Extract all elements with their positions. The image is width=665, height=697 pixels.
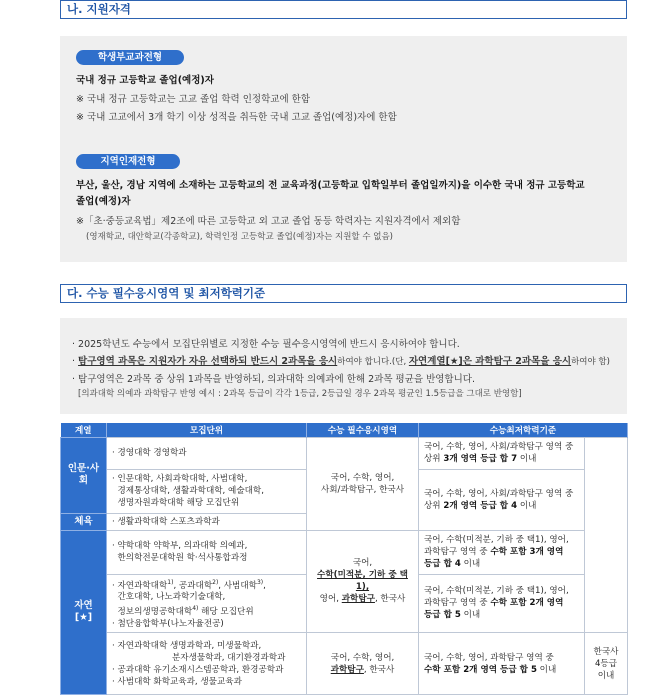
category-science: 자연 [★] [61,530,107,695]
header-category: 계열 [61,423,107,437]
unit-pe: · 생활과학대학 스포츠과학과 [107,513,307,530]
student-track-note-2: ※ 국내 고교에서 3개 학기 이상 성적을 취득한 국내 고교 졸업(예정)자에 한함 [76,112,397,123]
csat-line-4: [의과대학 의예과 과학탐구 반영 예시 : 2과목 등급이 각각 1등급, 2등급일 경우 2과목 평균인 1.5등급을 그대로 반영함] [78,389,522,399]
korean-history-requirement: 한국사 4등급 이내 [585,633,628,695]
track-badge-student-record: 학생부교과전형 [76,50,184,65]
regional-track-heading-1: 부산, 울산, 경남 지역에 소재하는 고등학교의 전 교육과정(고등학교 입학일부터 졸업일까지)을 이수한 국내 정규 고등학교 [76,180,585,191]
minimum-biology: 국어, 수학, 영어, 과학탐구 영역 중 수학 포함 2개 영역 등급 합 5 이내 [419,633,585,695]
regional-track-note-2: (영재학교, 대안학교(각종학교), 학력인정 고등학교 졸업(예정)자는 지원할 수 없음) [86,232,393,242]
csat-line-1: · 2025학년도 수능에서 모집단위별로 지정한 수능 필수응시영역에 반드시 응시하여야 합니다. [72,339,460,350]
unit-science: · 자연과학대학$^{1)}$, 공과대학$^{2)}$, 사범대학$^{3)}$, 간호대학, 나노과학기술대학, 정보의생명공학대학$^{4)}$ 해당 모집단위 · 첨단융합학부(나노자율전공) [107,574,307,633]
header-required-area: 수능 필수응시영역 [307,423,419,437]
header-unit: 모집단위 [107,423,307,437]
student-track-heading: 국내 정규 고등학교 졸업(예정)자 [76,75,214,86]
korean-history-empty [585,437,628,633]
table-header-row [61,423,628,437]
csat-line-2: · 탐구영역 과목은 지원자가 자유 선택하되 반드시 2과목을 응시하여야 합니다.(단, 자연계열[★]은 과학탐구 2과목을 응시하여야 함) [72,356,610,367]
minimum-business: 국어, 수학, 영어, 사회/과학탐구 영역 중 상위 3개 영역 등급 합 7 이내 [419,437,585,469]
table-row [61,633,628,695]
category-humanities: 인문·사회 [61,437,107,513]
section-title-eligibility: 나. 지원자격 [60,0,627,19]
unit-humanities: · 인문대학, 사회과학대학, 사범대학, 경제통상대학, 생활과학대학, 예술대학, 생명자원과학대학 해당 모집단위 [107,469,307,513]
minimum-humanities: 국어, 수학, 영어, 사회/과학탐구 영역 중 상위 2개 영역 등급 합 4 이내 [419,469,585,530]
eligibility-box [60,36,627,262]
header-minimum-standard: 수능최저학력기준 [419,423,628,437]
csat-requirements-table [60,423,628,695]
unit-business: · 경영대학 경영학과 [107,437,307,469]
required-science: 국어, 수학(미적분, 기하 중 택1), 영어, 과학탐구, 한국사 [307,530,419,633]
table-row [61,437,628,469]
minimum-medicine: 국어, 수학(미적분, 기하 중 택1), 영어, 과학탐구 영역 중 수학 포함 3개 영역 등급 합 4 이내 [419,530,585,574]
unit-biology: · 자연과학대학 생명과학과, 미생물학과, 분자생물학과, 대기환경과학과 · 공과대학 유기소재시스템공학과, 환경공학과 · 사범대학 화학교육과, 생물교육과 [107,633,307,695]
regional-track-note-1: ※「초·중등교육법」제2조에 따른 고등학교 외 고교 졸업 동등 학력자는 지원자격에서 제외함 [76,216,461,227]
regional-track-heading-2: 졸업(예정)자 [76,196,131,207]
track-badge-regional: 지역인재전형 [76,154,180,169]
student-track-note-1: ※ 국내 정규 고등학교는 고교 졸업 학력 인정학교에 한함 [76,94,311,105]
section-title-csat: 다. 수능 필수응시영역 및 최저학력기준 [60,284,627,303]
csat-line-3: · 탐구영역은 2과목 중 상위 1과목을 반영하되, 의과대학 의예과에 한해 2과목 평균을 반영합니다. [72,374,475,385]
required-biology: 국어, 수학, 영어, 과학탐구, 한국사 [307,633,419,695]
required-humanities: 국어, 수학, 영어, 사회/과학탐구, 한국사 [307,437,419,530]
table-row [61,530,628,574]
unit-medicine: · 약학대학 약학부, 의과대학 의예과, 한의학전문대학원 학·석사통합과정 [107,530,307,574]
category-pe: 체육 [61,513,107,530]
minimum-science: 국어, 수학(미적분, 기하 중 택1), 영어, 과학탐구 영역 중 수학 포함 2개 영역 등급 합 5 이내 [419,574,585,633]
